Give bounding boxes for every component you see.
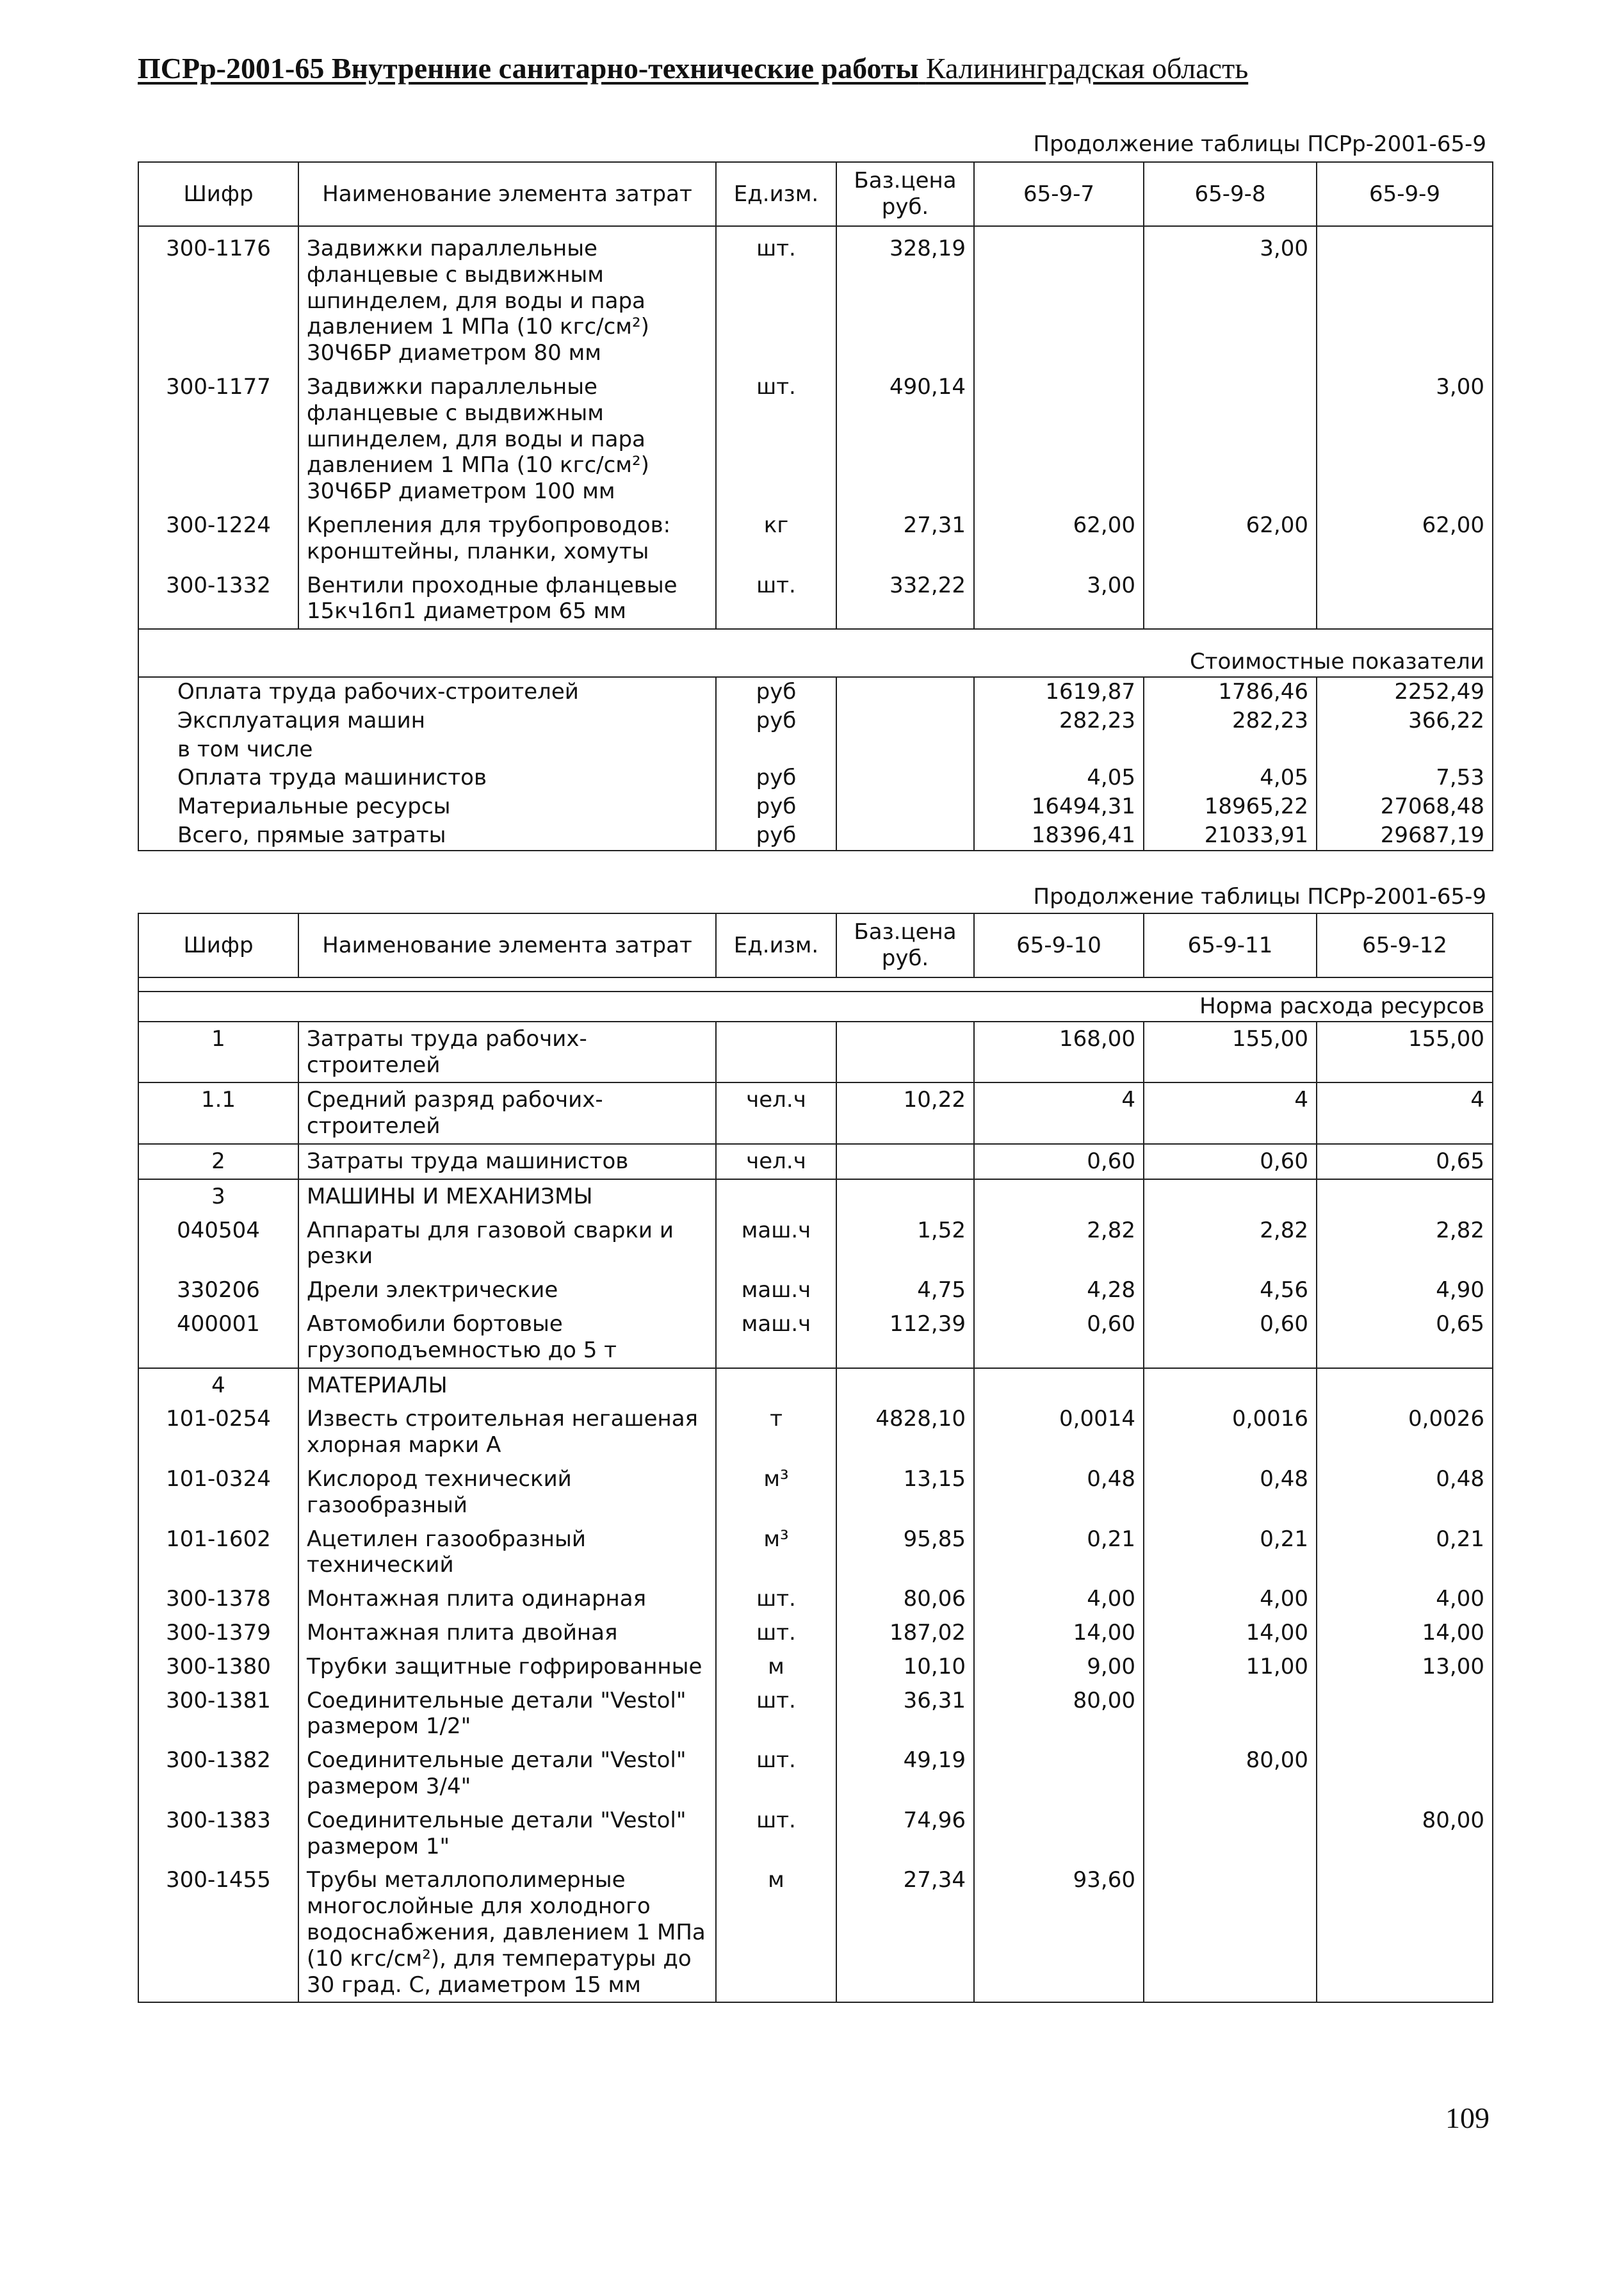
col-1-header: 65-9-7: [974, 162, 1144, 226]
cost-value-1: 18396,41: [974, 821, 1144, 851]
cell-code: 300-1378: [138, 1582, 298, 1616]
cell-value-1: 80,00: [974, 1684, 1144, 1744]
cost-value-3: 29687,19: [1317, 821, 1493, 851]
table2-header-row: [138, 913, 1493, 977]
cost-value-1: 16494,31: [974, 792, 1144, 821]
page-number: 109: [1445, 2102, 1490, 2134]
cell-value-1: 93,60: [974, 1863, 1144, 2002]
table2-continuation-label: Продолжение таблицы ПСРр-2001-65-9: [1033, 884, 1486, 910]
table2: [138, 913, 1493, 2003]
col-price-header: Баз.цена руб.: [836, 913, 974, 977]
col-2-header: 65-9-11: [1144, 913, 1317, 977]
cell-value-1: 62,00: [974, 509, 1144, 569]
cell-unit: шт.: [716, 226, 836, 370]
cell-code: 101-1602: [138, 1523, 298, 1583]
cell-price: 490,14: [836, 370, 974, 509]
cell-value-2: [1144, 370, 1317, 509]
table1-header-row: [138, 162, 1493, 226]
cell-name: Монтажная плита одинарная: [298, 1582, 716, 1616]
cell-name: Кислород технический газообразный: [298, 1462, 716, 1523]
cell-value-3: 0,65: [1317, 1144, 1493, 1179]
cell-code: 101-0324: [138, 1462, 298, 1523]
cell-value-3: 14,00: [1317, 1616, 1493, 1650]
table-row: [138, 1650, 1493, 1684]
cell-name: Трубы металлополимерные многослойные для холодного водоснабжения, давлением 1 МПа (10 кгс/см²), для температуры до 30 град. С, диаметром 15 мм: [298, 1863, 716, 2002]
cell-price: 74,96: [836, 1804, 974, 1864]
table1-continuation-label: Продолжение таблицы ПСРр-2001-65-9: [1033, 131, 1486, 157]
cell-price: 13,15: [836, 1462, 974, 1523]
cost-value-3: [1317, 735, 1493, 764]
cell-code: 1.1: [138, 1082, 298, 1144]
cost-price: [836, 677, 974, 706]
cell-value-1: 0,0014: [974, 1402, 1144, 1462]
cell-price: 187,02: [836, 1616, 974, 1650]
section-row: [138, 1368, 1493, 1403]
table-row: [138, 1082, 1493, 1144]
col-name-header: Наименование элемента затрат: [298, 913, 716, 977]
cell-unit: маш.ч: [716, 1273, 836, 1307]
cost-value-1: [974, 735, 1144, 764]
cell-code: 3: [138, 1179, 298, 1214]
cell-price: 4828,10: [836, 1402, 974, 1462]
cell-value-3: [1317, 1179, 1493, 1214]
cell-code: 101-0254: [138, 1402, 298, 1462]
cell-value-2: 11,00: [1144, 1650, 1317, 1684]
cell-code: 300-1380: [138, 1650, 298, 1684]
cell-value-3: [1317, 1368, 1493, 1403]
cell-price: 49,19: [836, 1743, 974, 1804]
cell-value-3: 0,0026: [1317, 1402, 1493, 1462]
norm-heading: Норма расхода ресурсов: [138, 992, 1493, 1022]
spacer-row: [138, 977, 1493, 992]
page-header: [138, 51, 1489, 85]
cell-unit: [716, 1179, 836, 1214]
cell-code: 300-1382: [138, 1743, 298, 1804]
cost-value-2: 1786,46: [1144, 677, 1317, 706]
cost-label: Эксплуатация машин: [177, 707, 425, 733]
cell-code: 4: [138, 1368, 298, 1403]
cost-value-1: 4,05: [974, 763, 1144, 792]
cell-code: 300-1381: [138, 1684, 298, 1744]
table-row: [138, 1863, 1493, 2002]
cell-price: [836, 1144, 974, 1179]
cell-value-1: 2,82: [974, 1214, 1144, 1274]
cost-price: [836, 821, 974, 851]
cell-value-3: [1317, 1743, 1493, 1804]
cell-code: 300-1455: [138, 1863, 298, 2002]
cell-price: 332,22: [836, 569, 974, 630]
cell-code: 300-1224: [138, 509, 298, 569]
cell-price: [836, 1022, 974, 1083]
cell-unit: шт.: [716, 569, 836, 630]
cost-unit: руб: [716, 706, 836, 735]
cell-unit: м: [716, 1650, 836, 1684]
cell-unit: м: [716, 1863, 836, 2002]
cost-value-2: 282,23: [1144, 706, 1317, 735]
cost-value-2: 21033,91: [1144, 821, 1317, 851]
cell-code: 040504: [138, 1214, 298, 1274]
cell-name: Трубки защитные гофрированные: [298, 1650, 716, 1684]
cell-value-3: 80,00: [1317, 1804, 1493, 1864]
cell-unit: м³: [716, 1462, 836, 1523]
cost-value-1: 282,23: [974, 706, 1144, 735]
col-1-header: 65-9-10: [974, 913, 1144, 977]
cell-unit: шт.: [716, 1616, 836, 1650]
header-code-title: ПСРр-2001-65 Внутренние санитарно-технические работы: [138, 52, 919, 85]
cell-unit: шт.: [716, 1582, 836, 1616]
cell-value-1: 0,60: [974, 1144, 1144, 1179]
table-row: [138, 1616, 1493, 1650]
cell-value-1: 0,48: [974, 1462, 1144, 1523]
cell-unit: кг: [716, 509, 836, 569]
table-row: [138, 1273, 1493, 1307]
cell-name: Затраты труда рабочих-строителей: [298, 1022, 716, 1083]
cell-name: Аппараты для газовой сварки и резки: [298, 1214, 716, 1274]
cell-value-1: 4,00: [974, 1582, 1144, 1616]
cell-unit: [716, 1368, 836, 1403]
table-row: [138, 1402, 1493, 1462]
cost-unit: [716, 735, 836, 764]
cell-price: 10,10: [836, 1650, 974, 1684]
cost-label: Всего, прямые затраты: [177, 822, 446, 848]
cost-unit: руб: [716, 821, 836, 851]
cell-value-3: 4,00: [1317, 1582, 1493, 1616]
cell-value-3: 0,65: [1317, 1307, 1493, 1368]
cell-value-3: 13,00: [1317, 1650, 1493, 1684]
cost-value-1: 1619,87: [974, 677, 1144, 706]
cell-unit: шт.: [716, 1684, 836, 1744]
cell-value-2: [1144, 1368, 1317, 1403]
cell-value-1: 9,00: [974, 1650, 1144, 1684]
cell-value-1: 168,00: [974, 1022, 1144, 1083]
table-row: [138, 1462, 1493, 1523]
col-3-header: 65-9-9: [1317, 162, 1493, 226]
cell-value-1: 4: [974, 1082, 1144, 1144]
cell-value-3: 3,00: [1317, 370, 1493, 509]
cell-value-3: 4,90: [1317, 1273, 1493, 1307]
cell-name: Средний разряд рабочих-строителей: [298, 1082, 716, 1144]
cell-name: Крепления для трубопроводов: кронштейны, планки, хомуты: [298, 509, 716, 569]
col-unit-header: Ед.изм.: [716, 913, 836, 977]
cell-name: Монтажная плита двойная: [298, 1616, 716, 1650]
cell-unit: шт.: [716, 370, 836, 509]
cost-price: [836, 763, 974, 792]
col-3-header: 65-9-12: [1317, 913, 1493, 977]
cost-unit: руб: [716, 677, 836, 706]
cost-value-2: 4,05: [1144, 763, 1317, 792]
cell-price: 80,06: [836, 1582, 974, 1616]
cost-price: [836, 792, 974, 821]
section-row: [138, 1179, 1493, 1214]
cost-label: Оплата труда рабочих-строителей: [177, 678, 579, 705]
cell-name: МАТЕРИАЛЫ: [298, 1368, 716, 1403]
table-row: [138, 1523, 1493, 1583]
table-row: [138, 1582, 1493, 1616]
cell-price: 36,31: [836, 1684, 974, 1744]
cell-value-3: 4: [1317, 1082, 1493, 1144]
cell-value-1: [974, 1179, 1144, 1214]
table-row: [138, 1307, 1493, 1368]
cell-code: 330206: [138, 1273, 298, 1307]
table-row: [138, 1804, 1493, 1864]
cell-unit: м³: [716, 1523, 836, 1583]
cell-code: 300-1177: [138, 370, 298, 509]
cell-name: Ацетилен газообразный технический: [298, 1523, 716, 1583]
cell-name: Вентили проходные фланцевые 15кч16п1 диаметром 65 мм: [298, 569, 716, 630]
cell-value-3: 0,48: [1317, 1462, 1493, 1523]
cell-value-1: 3,00: [974, 569, 1144, 630]
cell-value-2: 0,60: [1144, 1307, 1317, 1368]
cost-value-3: 366,22: [1317, 706, 1493, 735]
cell-price: 27,34: [836, 1863, 974, 2002]
cost-unit: руб: [716, 763, 836, 792]
cost-value-3: 2252,49: [1317, 677, 1493, 706]
cell-value-3: 0,21: [1317, 1523, 1493, 1583]
col-code-header: Шифр: [138, 162, 298, 226]
col-price-header: Баз.цена руб.: [836, 162, 974, 226]
cell-value-2: 155,00: [1144, 1022, 1317, 1083]
cell-value-2: 80,00: [1144, 1743, 1317, 1804]
table-row: [138, 569, 1493, 630]
header-region: Калининградская область: [925, 52, 1249, 85]
cost-value-3: 7,53: [1317, 763, 1493, 792]
cell-name: МАШИНЫ И МЕХАНИЗМЫ: [298, 1179, 716, 1214]
cell-value-3: 155,00: [1317, 1022, 1493, 1083]
cell-value-2: 4,00: [1144, 1582, 1317, 1616]
cell-code: 400001: [138, 1307, 298, 1368]
cell-price: 112,39: [836, 1307, 974, 1368]
col-unit-header: Ед.изм.: [716, 162, 836, 226]
cell-name: Известь строительная негашеная хлорная марки А: [298, 1402, 716, 1462]
cell-unit: т: [716, 1402, 836, 1462]
table-row: [138, 509, 1493, 569]
col-code-header: Шифр: [138, 913, 298, 977]
cell-value-1: [974, 1804, 1144, 1864]
cell-value-2: [1144, 1863, 1317, 2002]
cell-price: [836, 1368, 974, 1403]
cell-price: 10,22: [836, 1082, 974, 1144]
cell-unit: шт.: [716, 1743, 836, 1804]
table-row: [138, 1022, 1493, 1083]
table-row: [138, 1684, 1493, 1744]
cell-value-2: 0,48: [1144, 1462, 1317, 1523]
cell-name: Соединительные детали "Vestol" размером 1": [298, 1804, 716, 1864]
cell-value-3: 62,00: [1317, 509, 1493, 569]
cell-value-2: 14,00: [1144, 1616, 1317, 1650]
cell-value-2: [1144, 1804, 1317, 1864]
cell-value-1: 0,60: [974, 1307, 1144, 1368]
cell-unit: маш.ч: [716, 1214, 836, 1274]
cell-code: 300-1332: [138, 569, 298, 630]
cell-code: 300-1383: [138, 1804, 298, 1864]
cell-unit: [716, 1022, 836, 1083]
table-row: [138, 370, 1493, 509]
cell-value-3: [1317, 1863, 1493, 2002]
table-row: [138, 1144, 1493, 1179]
cell-code: 2: [138, 1144, 298, 1179]
cell-name: Задвижки параллельные фланцевые с выдвижным шпинделем, для воды и пара давлением 1 МПа (10 кгс/см²) 30Ч6БР диаметром 80 мм: [298, 226, 716, 370]
cell-price: 4,75: [836, 1273, 974, 1307]
cell-value-1: [974, 370, 1144, 509]
cost-row: [138, 763, 1493, 792]
cell-value-1: 14,00: [974, 1616, 1144, 1650]
cost-unit: руб: [716, 792, 836, 821]
cell-value-1: 0,21: [974, 1523, 1144, 1583]
cell-name: Соединительные детали "Vestol" размером 3/4": [298, 1743, 716, 1804]
cost-label: в том числе: [177, 736, 313, 762]
cell-value-1: 4,28: [974, 1273, 1144, 1307]
cell-value-2: 4: [1144, 1082, 1317, 1144]
cell-code: 1: [138, 1022, 298, 1083]
cell-value-3: [1317, 226, 1493, 370]
cell-value-2: 0,21: [1144, 1523, 1317, 1583]
cell-value-2: 3,00: [1144, 226, 1317, 370]
cell-value-3: [1317, 569, 1493, 630]
cell-price: 328,19: [836, 226, 974, 370]
col-2-header: 65-9-8: [1144, 162, 1317, 226]
cell-value-2: 0,60: [1144, 1144, 1317, 1179]
cell-unit: шт.: [716, 1804, 836, 1864]
cost-row: [138, 706, 1493, 735]
cell-unit: чел.ч: [716, 1082, 836, 1144]
cost-label: Оплата труда машинистов: [177, 765, 487, 791]
cell-value-3: 2,82: [1317, 1214, 1493, 1274]
cell-value-2: [1144, 1179, 1317, 1214]
cost-value-2: 18965,22: [1144, 792, 1317, 821]
cost-heading: Стоимостные показатели: [138, 629, 1493, 677]
cell-value-3: [1317, 1684, 1493, 1744]
cell-code: 300-1379: [138, 1616, 298, 1650]
cell-code: 300-1176: [138, 226, 298, 370]
table-row: [138, 1743, 1493, 1804]
norm-heading-row: [138, 992, 1493, 1022]
cell-unit: чел.ч: [716, 1144, 836, 1179]
cell-name: Затраты труда машинистов: [298, 1144, 716, 1179]
cost-price: [836, 706, 974, 735]
cost-value-2: [1144, 735, 1317, 764]
cell-value-2: 62,00: [1144, 509, 1317, 569]
table1: [138, 161, 1493, 851]
cost-row: [138, 677, 1493, 706]
col-name-header: Наименование элемента затрат: [298, 162, 716, 226]
cell-value-2: 0,0016: [1144, 1402, 1317, 1462]
cell-name: Дрели электрические: [298, 1273, 716, 1307]
cost-row: [138, 735, 1493, 764]
cell-name: Автомобили бортовые грузоподъемностью до 5 т: [298, 1307, 716, 1368]
spacer-cell: [138, 977, 1493, 992]
cell-price: [836, 1179, 974, 1214]
cost-row: [138, 821, 1493, 851]
cost-row: [138, 792, 1493, 821]
cell-name: Задвижки параллельные фланцевые с выдвижным шпинделем, для воды и пара давлением 1 МПа (10 кгс/см²) 30Ч6БР диаметром 100 мм: [298, 370, 716, 509]
cell-value-2: [1144, 1684, 1317, 1744]
cell-price: 95,85: [836, 1523, 974, 1583]
cell-price: 1,52: [836, 1214, 974, 1274]
cell-name: Соединительные детали "Vestol" размером 1/2": [298, 1684, 716, 1744]
cell-value-2: 2,82: [1144, 1214, 1317, 1274]
cost-price: [836, 735, 974, 764]
cell-unit: маш.ч: [716, 1307, 836, 1368]
cost-label: Материальные ресурсы: [177, 794, 451, 820]
cell-value-2: [1144, 569, 1317, 630]
table-row: [138, 226, 1493, 370]
cell-value-1: [974, 1368, 1144, 1403]
cell-value-1: [974, 1743, 1144, 1804]
cost-heading-row: [138, 629, 1493, 677]
table-row: [138, 1214, 1493, 1274]
cell-value-2: 4,56: [1144, 1273, 1317, 1307]
cost-value-3: 27068,48: [1317, 792, 1493, 821]
cell-price: 27,31: [836, 509, 974, 569]
cell-value-1: [974, 226, 1144, 370]
